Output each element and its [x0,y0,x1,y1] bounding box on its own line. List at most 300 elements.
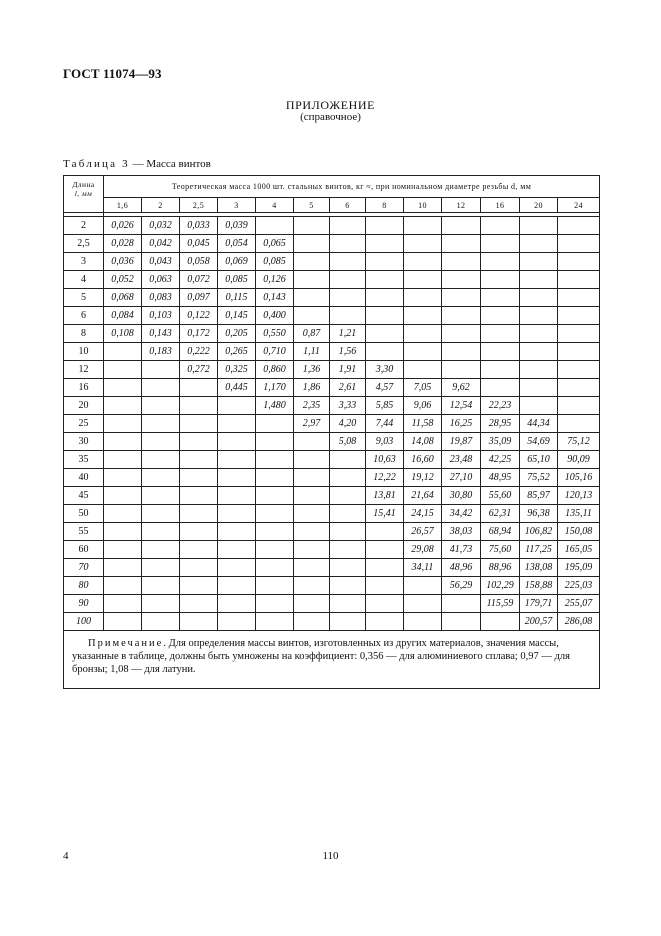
diameter-header-row [64,198,600,213]
mass-cell [558,397,600,415]
length-cell: 40 [64,469,104,487]
mass-cell [520,307,558,325]
mass-cell: 28,95 [481,415,520,433]
diameter-header: 1,6 [104,198,142,213]
mass-cell [218,505,256,523]
mass-cell [520,271,558,289]
mass-cell: 9,03 [366,433,404,451]
mass-cell: 0,026 [104,217,142,235]
mass-cell [142,397,180,415]
mass-cell [294,469,330,487]
mass-cell: 0,042 [142,235,180,253]
mass-cell: 22,23 [481,397,520,415]
mass-cell: 35,09 [481,433,520,451]
mass-cell: 9,62 [442,379,481,397]
length-cell: 50 [64,505,104,523]
mass-cell [520,217,558,235]
table-row [64,523,600,541]
mass-cell [294,505,330,523]
mass-cell [218,577,256,595]
mass-cell: 9,06 [404,397,442,415]
mass-cell: 0,072 [180,271,218,289]
mass-cell [142,541,180,559]
mass-cell [256,451,294,469]
length-cell: 4 [64,271,104,289]
mass-cell: 0,272 [180,361,218,379]
length-cell: 100 [64,613,104,631]
mass-cell [330,307,366,325]
mass-cell: 0,032 [142,217,180,235]
length-cell: 16 [64,379,104,397]
mass-cell: 68,94 [481,523,520,541]
mass-cell [218,397,256,415]
table-caption-text: — Масса винтов [129,158,211,170]
mass-cell [520,253,558,271]
mass-cell [294,271,330,289]
mass-cell: 105,16 [558,469,600,487]
table-row [64,307,600,325]
mass-cell [481,217,520,235]
length-cell: 2,5 [64,235,104,253]
table-row [64,217,600,235]
mass-cell: 23,48 [442,451,481,469]
mass-cell [104,397,142,415]
mass-cell [558,415,600,433]
mass-cell: 96,38 [520,505,558,523]
table-row [64,595,600,613]
mass-cell [481,361,520,379]
mass-cell [256,523,294,541]
mass-cell [180,469,218,487]
length-cell: 60 [64,541,104,559]
mass-cell: 12,54 [442,397,481,415]
length-cell: 90 [64,595,104,613]
mass-cell [442,343,481,361]
mass-cell: 2,61 [330,379,366,397]
table-row [64,577,600,595]
mass-cell [218,487,256,505]
table-caption-lead: Таблица 3 [63,158,130,170]
mass-cell [442,613,481,631]
mass-cell [104,361,142,379]
mass-cell [558,343,600,361]
mass-cell [330,595,366,613]
mass-column-header: Теоретическая масса 1000 шт. стальных винтов, кг ≈, при номинальном диаметре резьбы d, мм [104,176,600,198]
mass-cell [256,541,294,559]
mass-cell [442,325,481,343]
mass-cell: 0,083 [142,289,180,307]
mass-cell [520,379,558,397]
table-note [64,631,600,689]
mass-cell [481,307,520,325]
diameter-header: 5 [294,198,330,213]
mass-cell: 0,085 [256,253,294,271]
mass-cell [558,217,600,235]
length-header-line1: Длина [72,180,95,189]
mass-cell: 0,043 [142,253,180,271]
diameter-header: 2 [142,198,180,213]
diameter-header: 3 [218,198,256,213]
mass-cell [180,397,218,415]
mass-cell [180,559,218,577]
mass-cell: 165,05 [558,541,600,559]
page-number-left: 4 [63,850,69,862]
mass-cell [481,271,520,289]
mass-cell: 0,122 [180,307,218,325]
mass-cell: 14,08 [404,433,442,451]
mass-cell [481,325,520,343]
mass-cell: 106,82 [520,523,558,541]
mass-cell: 62,31 [481,505,520,523]
mass-cell [330,253,366,271]
length-cell: 20 [64,397,104,415]
mass-cell: 0,063 [142,271,180,289]
mass-cell [104,469,142,487]
mass-cell [218,595,256,613]
table-row [64,541,600,559]
mass-cell [218,559,256,577]
mass-cell: 2,97 [294,415,330,433]
mass-cell [142,559,180,577]
mass-cell [330,289,366,307]
mass-cell [442,289,481,307]
mass-cell [294,523,330,541]
mass-cell [180,577,218,595]
mass-cell [180,523,218,541]
mass-cell [104,433,142,451]
mass-cell: 0,172 [180,325,218,343]
mass-cell [520,289,558,307]
mass-cell: 19,87 [442,433,481,451]
mass-cell [218,451,256,469]
mass-cell: 0,145 [218,307,256,325]
mass-cell: 7,44 [366,415,404,433]
length-header-line2: l, мм [74,189,93,198]
mass-cell [104,487,142,505]
mass-cell [442,595,481,613]
length-cell: 25 [64,415,104,433]
mass-cell: 0,084 [104,307,142,325]
mass-cell: 117,25 [520,541,558,559]
mass-cell: 85,97 [520,487,558,505]
mass-cell [218,469,256,487]
diameter-header: 20 [520,198,558,213]
mass-cell [404,343,442,361]
mass-cell [104,559,142,577]
table-row [64,433,600,451]
mass-cell: 1,11 [294,343,330,361]
mass-cell [294,235,330,253]
mass-cell [294,613,330,631]
mass-cell [294,487,330,505]
mass-cell: 225,03 [558,577,600,595]
mass-cell: 0,054 [218,235,256,253]
mass-cell: 56,29 [442,577,481,595]
mass-cell [256,217,294,235]
mass-cell: 55,60 [481,487,520,505]
mass-cell: 21,64 [404,487,442,505]
length-cell: 80 [64,577,104,595]
mass-cell: 0,039 [218,217,256,235]
mass-cell [142,523,180,541]
mass-cell [366,595,404,613]
table-row [64,289,600,307]
table-caption [63,158,211,170]
mass-cell: 13,81 [366,487,404,505]
mass-cell [294,289,330,307]
mass-cell: 0,036 [104,253,142,271]
mass-cell: 27,10 [442,469,481,487]
mass-cell: 179,71 [520,595,558,613]
mass-cell [481,235,520,253]
mass-cell: 41,73 [442,541,481,559]
mass-cell: 0,860 [256,361,294,379]
mass-cell [104,541,142,559]
mass-cell [366,523,404,541]
mass-cell [104,505,142,523]
mass-cell [104,595,142,613]
mass-cell [180,415,218,433]
diameter-header: 10 [404,198,442,213]
length-cell: 55 [64,523,104,541]
mass-cell: 0,103 [142,307,180,325]
mass-cell [366,343,404,361]
table-row [64,505,600,523]
page-number-center: 110 [322,850,339,862]
mass-cell: 0,265 [218,343,256,361]
mass-cell [366,559,404,577]
mass-cell: 16,60 [404,451,442,469]
appendix-title: ПРИЛОЖЕНИЕ [285,98,376,112]
mass-table-body [64,213,600,631]
table-row [64,253,600,271]
mass-cell [142,415,180,433]
diameter-header: 12 [442,198,481,213]
mass-cell: 138,08 [520,559,558,577]
mass-cell: 0,143 [256,289,294,307]
table-row [64,361,600,379]
mass-cell [218,415,256,433]
appendix-subtitle: (справочное) [300,111,361,123]
mass-cell [142,469,180,487]
mass-cell [330,577,366,595]
mass-cell: 150,08 [558,523,600,541]
note-text: . Для определения массы винтов, изготовленных из других материалов, значения массы, указанные в таблице, должны быть умножены на коэффициент: 0,356 — для алюминиевого сплава; 0,97 — для бронзы; 1,08 — для латуни. [72,638,570,675]
mass-cell: 65,10 [520,451,558,469]
mass-cell [180,505,218,523]
mass-cell: 0,068 [104,289,142,307]
mass-cell: 88,96 [481,559,520,577]
mass-cell: 0,052 [104,271,142,289]
mass-cell [366,541,404,559]
mass-cell [330,271,366,289]
length-cell: 35 [64,451,104,469]
mass-cell [366,613,404,631]
mass-cell: 200,57 [520,613,558,631]
mass-cell: 54,69 [520,433,558,451]
table-row [64,487,600,505]
table-row [64,325,600,343]
mass-cell [366,235,404,253]
mass-cell [366,217,404,235]
mass-cell [520,343,558,361]
length-cell: 5 [64,289,104,307]
mass-cell: 4,20 [330,415,366,433]
table-row [64,469,600,487]
table-row [64,559,600,577]
mass-cell [481,289,520,307]
mass-cell [366,253,404,271]
mass-cell [104,577,142,595]
mass-cell: 90,09 [558,451,600,469]
mass-cell [330,217,366,235]
mass-cell [142,595,180,613]
mass-cell [142,487,180,505]
mass-cell: 0,097 [180,289,218,307]
mass-cell [558,271,600,289]
mass-cell [404,271,442,289]
mass-cell [366,577,404,595]
mass-cell [294,577,330,595]
mass-cell: 1,480 [256,397,294,415]
length-cell: 6 [64,307,104,325]
mass-cell [256,505,294,523]
mass-cell: 34,11 [404,559,442,577]
table-row [64,343,600,361]
mass-cell: 34,42 [442,505,481,523]
length-cell: 30 [64,433,104,451]
mass-cell [520,361,558,379]
mass-cell [104,523,142,541]
mass-cell: 1,86 [294,379,330,397]
mass-cell: 286,08 [558,613,600,631]
mass-cell [481,613,520,631]
mass-cell [558,235,600,253]
mass-table-wrapper [63,175,599,689]
mass-cell: 1,91 [330,361,366,379]
mass-cell [104,613,142,631]
length-cell: 70 [64,559,104,577]
table-row [64,235,600,253]
mass-cell: 75,12 [558,433,600,451]
mass-cell: 10,63 [366,451,404,469]
mass-cell: 11,58 [404,415,442,433]
mass-cell: 16,25 [442,415,481,433]
length-cell: 10 [64,343,104,361]
mass-cell: 5,85 [366,397,404,415]
mass-cell [558,325,600,343]
diameter-header: 6 [330,198,366,213]
mass-cell [330,505,366,523]
mass-cell: 0,205 [218,325,256,343]
mass-cell [404,361,442,379]
mass-cell [558,289,600,307]
mass-cell [142,577,180,595]
mass-cell: 255,07 [558,595,600,613]
mass-cell: 120,13 [558,487,600,505]
diameter-header: 16 [481,198,520,213]
mass-cell [294,451,330,469]
length-column-header [64,176,104,213]
mass-cell [442,253,481,271]
mass-cell [520,235,558,253]
mass-cell [366,325,404,343]
mass-cell [330,523,366,541]
mass-cell [330,451,366,469]
mass-cell [558,379,600,397]
mass-cell [330,469,366,487]
mass-cell [481,379,520,397]
mass-cell [366,307,404,325]
mass-cell: 0,045 [180,235,218,253]
mass-cell [404,253,442,271]
mass-cell [180,613,218,631]
mass-cell [294,217,330,235]
mass-cell [218,541,256,559]
mass-cell [330,541,366,559]
mass-cell: 158,88 [520,577,558,595]
mass-cell: 0,550 [256,325,294,343]
mass-cell [142,379,180,397]
mass-cell: 44,34 [520,415,558,433]
diameter-header: 4 [256,198,294,213]
mass-cell: 1,170 [256,379,294,397]
mass-cell [404,307,442,325]
mass-cell [442,361,481,379]
mass-cell: 48,95 [481,469,520,487]
table-row [64,271,600,289]
mass-cell: 0,143 [142,325,180,343]
document-id: ГОСТ 11074—93 [63,66,162,81]
mass-cell [330,487,366,505]
mass-cell: 0,085 [218,271,256,289]
mass-cell [442,235,481,253]
mass-cell: 30,80 [442,487,481,505]
mass-cell [330,559,366,577]
diameter-header: 8 [366,198,404,213]
mass-cell: 2,35 [294,397,330,415]
mass-cell: 0,222 [180,343,218,361]
mass-cell: 12,22 [366,469,404,487]
mass-cell: 0,115 [218,289,256,307]
mass-cell: 48,96 [442,559,481,577]
mass-cell: 3,33 [330,397,366,415]
mass-cell: 1,21 [330,325,366,343]
mass-cell [180,487,218,505]
mass-cell: 29,08 [404,541,442,559]
mass-cell: 0,400 [256,307,294,325]
mass-cell [256,415,294,433]
mass-cell [330,613,366,631]
length-cell: 8 [64,325,104,343]
mass-cell: 19,12 [404,469,442,487]
note-lead: Примечание [88,638,164,649]
diameter-header: 24 [558,198,600,213]
mass-cell [180,433,218,451]
mass-cell [256,577,294,595]
mass-cell: 0,126 [256,271,294,289]
table-row [64,613,600,631]
mass-cell [104,343,142,361]
mass-cell [180,541,218,559]
mass-cell: 3,30 [366,361,404,379]
mass-cell: 195,09 [558,559,600,577]
table-row [64,415,600,433]
table-row [64,451,600,469]
mass-cell [404,235,442,253]
mass-cell [520,325,558,343]
mass-cell: 102,29 [481,577,520,595]
